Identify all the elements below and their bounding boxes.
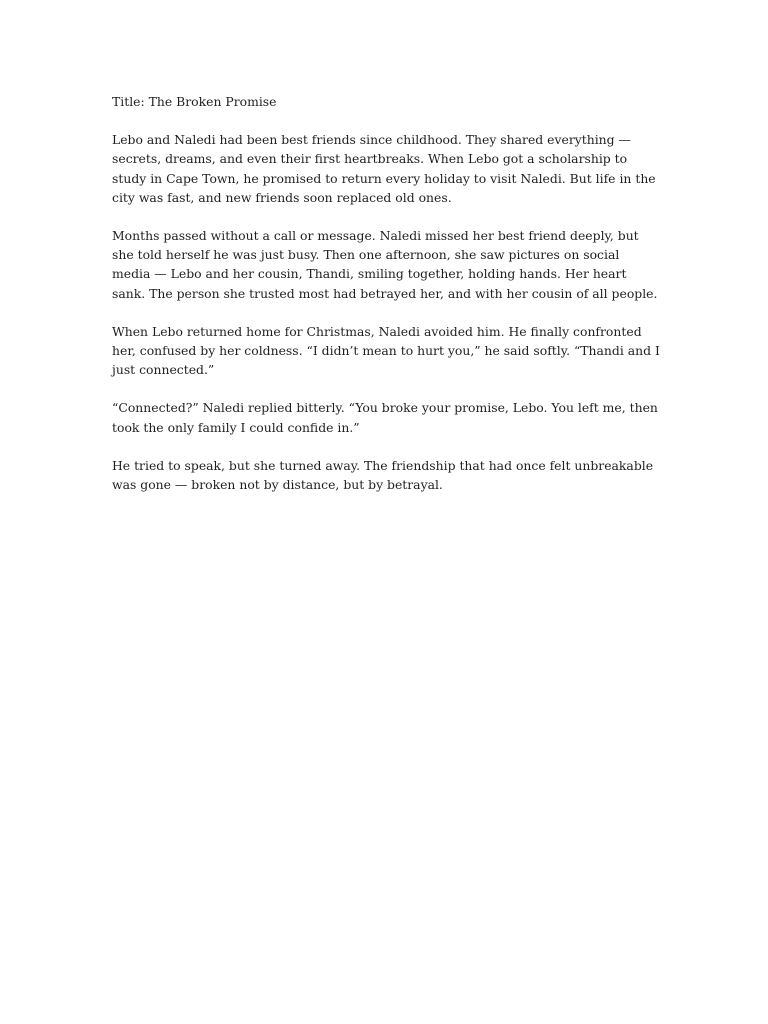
document-body (112, 92, 660, 513)
paragraph-1: Lebo and Naledi had been best friends since childhood. They shared everything — secrets, dreams, and even their first heartbreaks. When Lebo got a scholarship to study in Cape Town, he promised to return every holiday to visit Naledi. But life in the city was fast, and new friends soon replaced old ones. (112, 132, 656, 205)
paragraph-5: He tried to speak, but she turned away. The friendship that had once felt unbreakable was gone — broken not by distance, but by betrayal. (112, 457, 654, 493)
paragraph-4: “Connected?” Naledi replied bitterly. “You broke your promise, Lebo. You left me, then took the only family I could confide in.” (112, 400, 658, 435)
paragraph-2: Months passed without a call or message. Naledi missed her best friend deeply, but she told herself he was just busy. Then one afternoon, she saw pictures on social media — Lebo and her cousin, Thandi, smiling together, holding hands. Her heart sank. The person she trusted most had betrayed her, and with her cousin of all people. (112, 228, 658, 301)
document-title: Title: The Broken Promise (112, 94, 277, 109)
paragraph-3: When Lebo returned home for Christmas, Naledi avoided him. He finally confronted her, confused by her coldness. “I didn’t mean to hurt you,” he said softly. “Thandi and I just connected.” (112, 323, 660, 378)
